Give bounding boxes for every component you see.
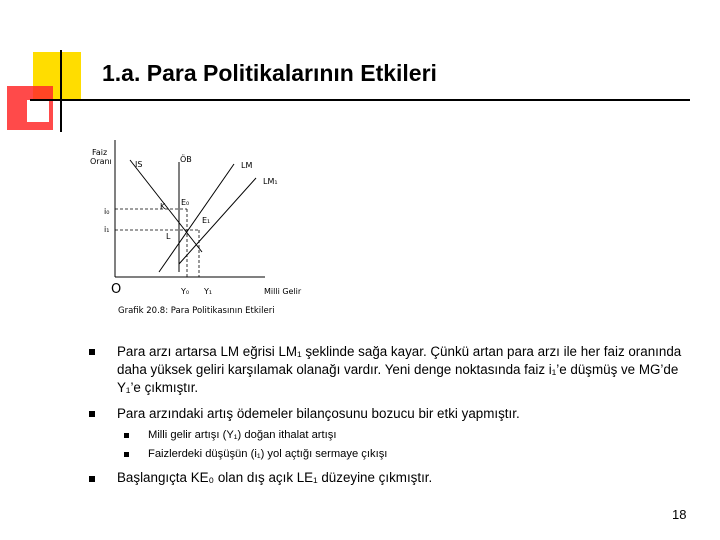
- ob-label: ÖB: [180, 155, 192, 164]
- is-lm-diagram: [80, 140, 320, 305]
- y-axis-label-1: Faiz: [92, 148, 108, 157]
- i0-label: i₀: [104, 207, 110, 216]
- slide-title: 1.a. Para Politikalarının Etkileri: [102, 60, 437, 86]
- y0-label: Y₀: [181, 287, 190, 296]
- lm1-label: LM₁: [263, 177, 278, 186]
- sub-bullet-marker: [124, 452, 129, 457]
- bullet-text-2: Para arzındaki artış ödemeler bilançosunu bozucu bir etki yapmıştır.: [117, 406, 520, 421]
- is-label: IS: [135, 160, 143, 169]
- page-number: 18: [672, 507, 687, 522]
- lm1-curve: [179, 178, 256, 264]
- bullet-marker: [89, 476, 95, 482]
- y1-label: Y₁: [204, 287, 213, 296]
- title-underline: [30, 99, 690, 101]
- bullet-text-1: Para arzı artarsa LM eğrisi LM₁ şeklinde sağa kayar. Çünkü artan para arzı ile her faiz oranında daha yüksek geliri karşılamak olanağı vardır. Yeni denge noktasında faiz i₁’e düşmüş ve MG’de Y₁’e çıkmıştır.: [117, 344, 682, 395]
- sub-bullet-marker: [124, 433, 129, 438]
- i1-label: i₁: [104, 225, 110, 234]
- e1-label: E₁: [202, 216, 211, 225]
- k-label: K: [160, 202, 166, 211]
- e0-label: E₀: [181, 198, 190, 207]
- bullet-marker: [89, 411, 95, 417]
- y-axis-label-2: Oranı: [90, 157, 112, 166]
- lm-label: LM: [241, 161, 253, 170]
- bullet-text-3: Başlangıçta KE₀ olan dış açık LE₁ düzeyine çıkmıştır.: [117, 470, 433, 485]
- x-axis-label: Milli Gelir: [264, 287, 302, 296]
- l-label: L: [166, 232, 171, 241]
- decorative-white-square: [27, 100, 49, 122]
- sub-bullet-text-2: Faizlerdeki düşüşün (i₁) yol açtığı sermaye çıkışı: [148, 448, 388, 460]
- decorative-vertical-line: [60, 50, 62, 132]
- bullet-marker: [89, 349, 95, 355]
- figure-caption: Grafik 20.8: Para Politikasının Etkileri: [118, 306, 275, 316]
- sub-bullet-text-1: Milli gelir artışı (Y₁) doğan ithalat artışı: [148, 429, 337, 441]
- lm-curve: [159, 164, 234, 272]
- origin-label: O: [111, 282, 122, 297]
